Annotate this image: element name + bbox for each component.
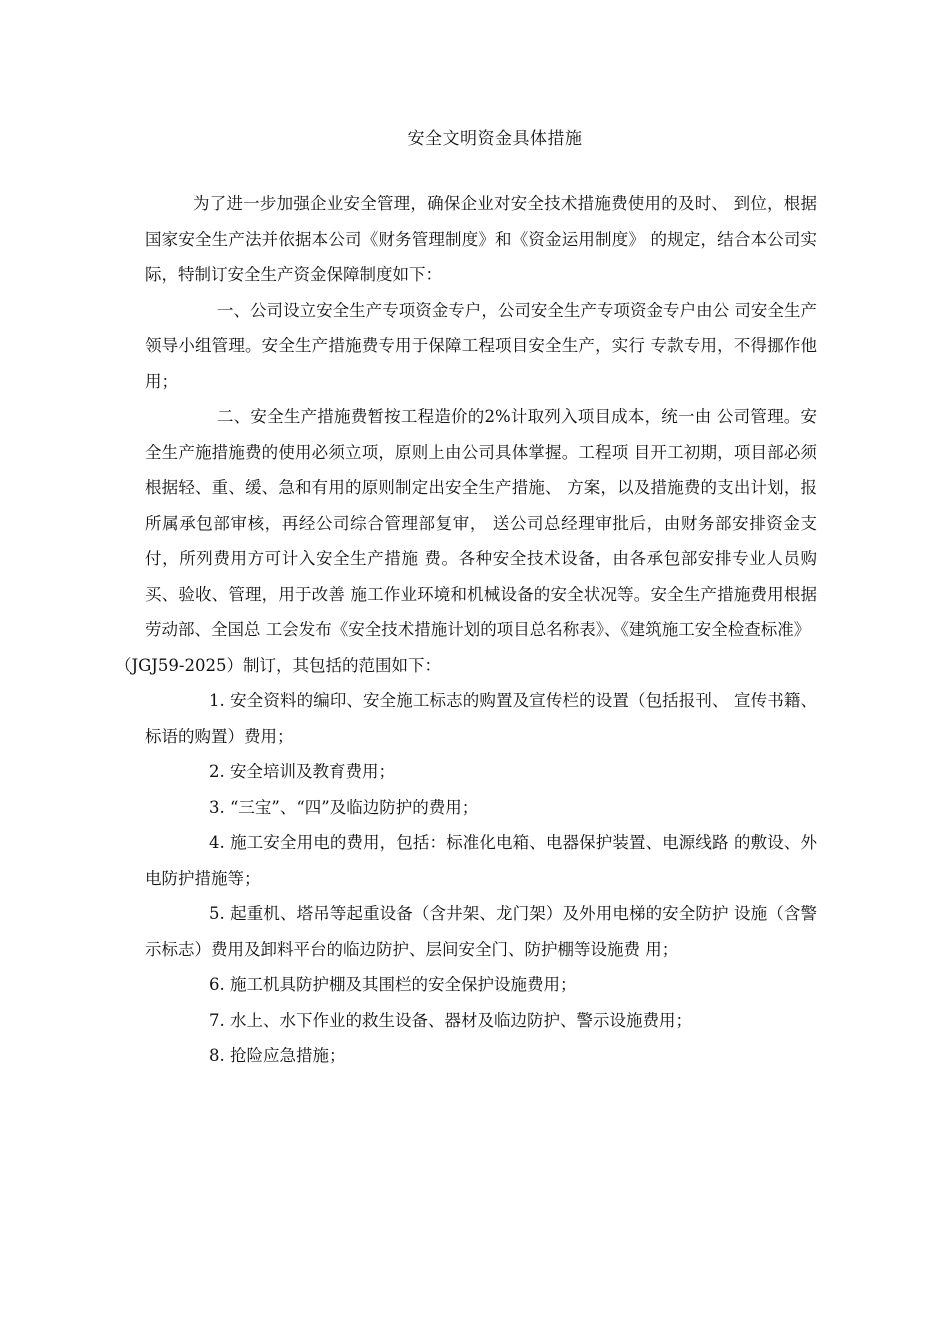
- intro-paragraph: 为了进一步加强企业安全管理，确保企业对安全技术措施费使用的及时、 到位，根据国家安全生产法并依据本公司《财务管理制度》和《资金运用制度》 的规定，结合本公司实际，特制订安全生产资金保障制度如下：: [145, 194, 817, 284]
- section-2-tail: （JGJ59-2025）制订，其包括的范围如下：: [115, 655, 441, 675]
- list-item: 7. 水上、水下作业的救生设备、器材及临边防护、警示设施费用；: [209, 1010, 692, 1030]
- list-item: 2. 安全培训及教育费用；: [209, 762, 395, 781]
- list-item: 6. 施工机具防护棚及其围栏的安全保护设施费用；: [209, 975, 577, 994]
- list-item: 5. 起重机、塔吊等起重设备（含井架、龙门架）及外用电梯的安全防护 设施（含警示标志）费用及卸料平台的临边防护、层间安全门、防护棚等设施费 用；: [145, 904, 817, 959]
- document-title: 安全文明资金具体措施: [407, 129, 583, 149]
- list-item: 8. 抢险应急措施；: [209, 1046, 346, 1065]
- section-1-paragraph: 一、公司设立安全生产专项资金专户，公司安全生产专项资金专户由公 司安全生产领导小组管理。安全生产措施费专用于保障工程项目安全生产，实行 专款专用，不得挪作他用；: [145, 300, 817, 391]
- list-item: 4. 施工安全用电的费用，包括：标准化电箱、电器保护装置、电源线路 的敷设、外电防护措施等；: [145, 833, 817, 888]
- list-item: 1. 安全资料的编印、安全施工标志的购置及宣传栏的设置（包括报刊、 宣传书籍、标语的购置）费用；: [145, 691, 817, 746]
- list-item: 3. “三宝”、“四”及临边防护的费用；: [209, 797, 479, 817]
- document-body: [115, 186, 817, 1074]
- section-2-paragraph: 二、安全生产措施费暂按工程造价的2%计取列入项目成本，统一由 公司管理。安全生产施措施费的使用必须立项，原则上由公司具体掌握。工程项 目开工初期，项目部必须根据轻、重、缓、急和有用的原则制定出安全生产措施、 方案，以及措施费的支出计划，报所属承包部审核，再经公司综合管理部复审， 送公司总经理审批后，由财务部安排资金支付，所列费用方可计入安全生产措施 费。各种安全技术设备，由各承包部安排专业人员购买、验收、管理，用于改善 施工作业环境和机械设备的安全状况等。安全生产措施费用根据劳动部、全国总 工会发布《安全技术措施计划的项目总名称表》、《建筑施工安全检查标准》: [145, 407, 817, 639]
